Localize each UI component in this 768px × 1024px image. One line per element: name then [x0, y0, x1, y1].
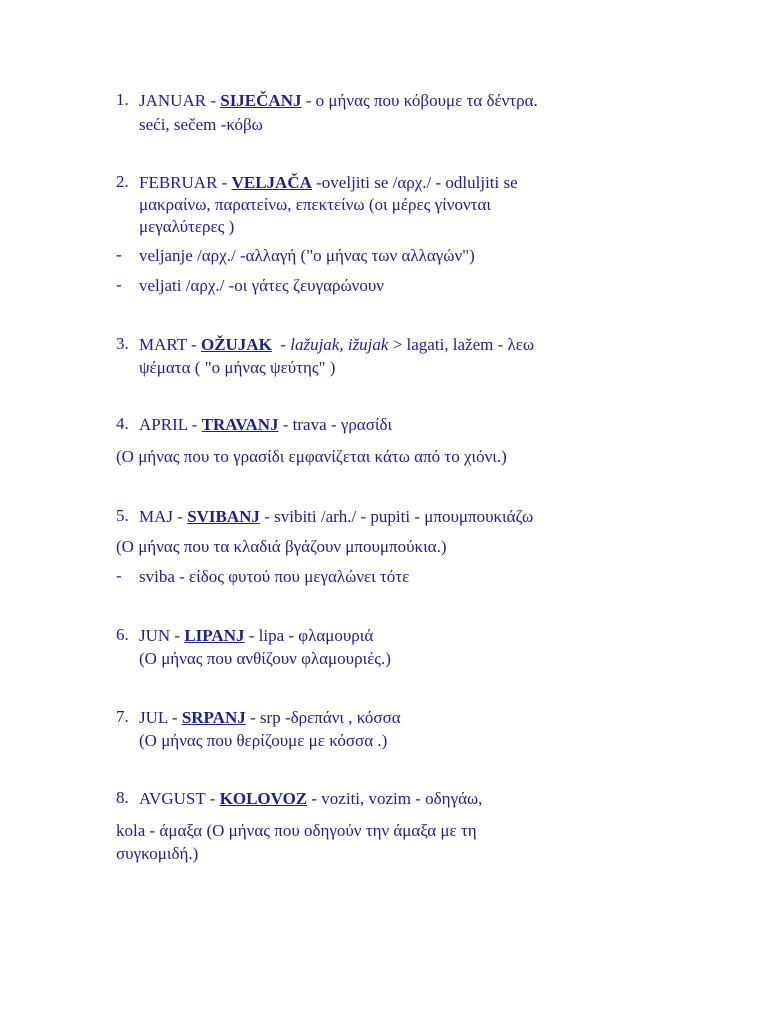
entry-line: συγκομιδή.) — [116, 844, 199, 863]
item-number: 5. — [116, 506, 129, 525]
month-entry-jun: JUN - LIPANJ - lipa - φλαμουριά — [139, 626, 374, 645]
bullet-text: veljanje /αρχ./ -αλλαγή ("ο μήνας των αλλαγών") — [139, 246, 475, 265]
croatian-month: OŽUJAK — [200, 335, 272, 354]
dialect-forms: lažujak, ižujak — [285, 335, 389, 354]
item-number: 1. — [116, 90, 129, 109]
item-number: 4. — [116, 414, 129, 433]
item-number: 2. — [116, 172, 129, 191]
entry-line: kola - άμαξα (Ο μήνας που οδηγούν την άμαξα με τη — [116, 821, 477, 840]
month-name: MART — [139, 335, 187, 354]
entry-line: ψέματα ( "ο μήνας ψεύτης" ) — [139, 358, 336, 377]
month-entry-mart: MART - OŽUJAK - lažujak, ižujak > lagati, lažem - λεω — [139, 335, 535, 354]
croatian-month: KOLOVOZ — [219, 789, 308, 808]
month-name: JANUAR — [139, 91, 207, 110]
month-name: AVGUST — [139, 789, 206, 808]
bullet-text: veljati /αρχ./ -οι γάτες ζευγαρώνουν — [139, 276, 384, 295]
month-entry-avgust: AVGUST - KOLOVOZ - voziti, vozim - οδηγάω, — [139, 789, 483, 808]
croatian-month: LIPANJ — [184, 626, 245, 645]
item-number: 6. — [116, 625, 129, 644]
item-number: 8. — [116, 788, 129, 807]
croatian-month: VELJAČA — [231, 173, 312, 192]
month-entry-maj: MAJ - SVIBANJ - svibiti /arh./ - pupiti - μπουμπουκιάζω — [139, 507, 534, 526]
croatian-month: SRPANJ — [181, 708, 246, 727]
month-entry-jul: JUL - SRPANJ - srp -δρεπάνι , κόσσα — [139, 708, 401, 727]
month-name: MAJ — [139, 507, 174, 526]
entry-line: (Ο μήνας που θερίζουμε με κόσσα .) — [139, 731, 388, 750]
month-entry-februar: FEBRUAR - VELJAČA -oveljiti se /αρχ./ - odluljiti se — [139, 173, 518, 192]
item-number: 7. — [116, 707, 129, 726]
month-entry-april: APRIL - TRAVANJ - trava - γρασίδι — [139, 415, 393, 434]
entry-note: (Ο μήνας που το γρασίδι εμφανίζεται κάτω από το χιόνι.) — [116, 447, 507, 466]
croatian-month: SVIBANJ — [187, 507, 260, 526]
entry-line: μακραίνω, παρατείνω, επεκτείνω (οι μέρες γίνονται — [139, 195, 491, 214]
month-name: JUL — [139, 708, 168, 727]
month-name: FEBRUAR — [139, 173, 218, 192]
croatian-month: TRAVANJ — [201, 415, 279, 434]
item-number: 3. — [116, 334, 129, 353]
entry-line: μεγαλύτερες ) — [139, 217, 235, 236]
entry-note: (Ο μήνας που τα κλαδιά βγάζουν μπουμπούκια.) — [116, 537, 447, 556]
entry-line: (Ο μήνας που ανθίζουν φλαμουριές.) — [139, 649, 391, 668]
bullet-dash: - — [116, 566, 122, 585]
bullet-text: sviba - είδος φυτού που μεγαλώνει τότε — [139, 567, 410, 586]
entry-line: seći, sečem -κόβω — [139, 115, 263, 134]
croatian-month: SIJEČANJ — [220, 91, 302, 110]
month-name: JUN — [139, 626, 171, 645]
bullet-dash: - — [116, 275, 122, 294]
bullet-dash: - — [116, 245, 122, 264]
month-entry-januar: JANUAR - SIJEČANJ - ο μήνας που κόβουμε τα δέντρα. — [139, 91, 538, 110]
month-name: APRIL — [139, 415, 188, 434]
